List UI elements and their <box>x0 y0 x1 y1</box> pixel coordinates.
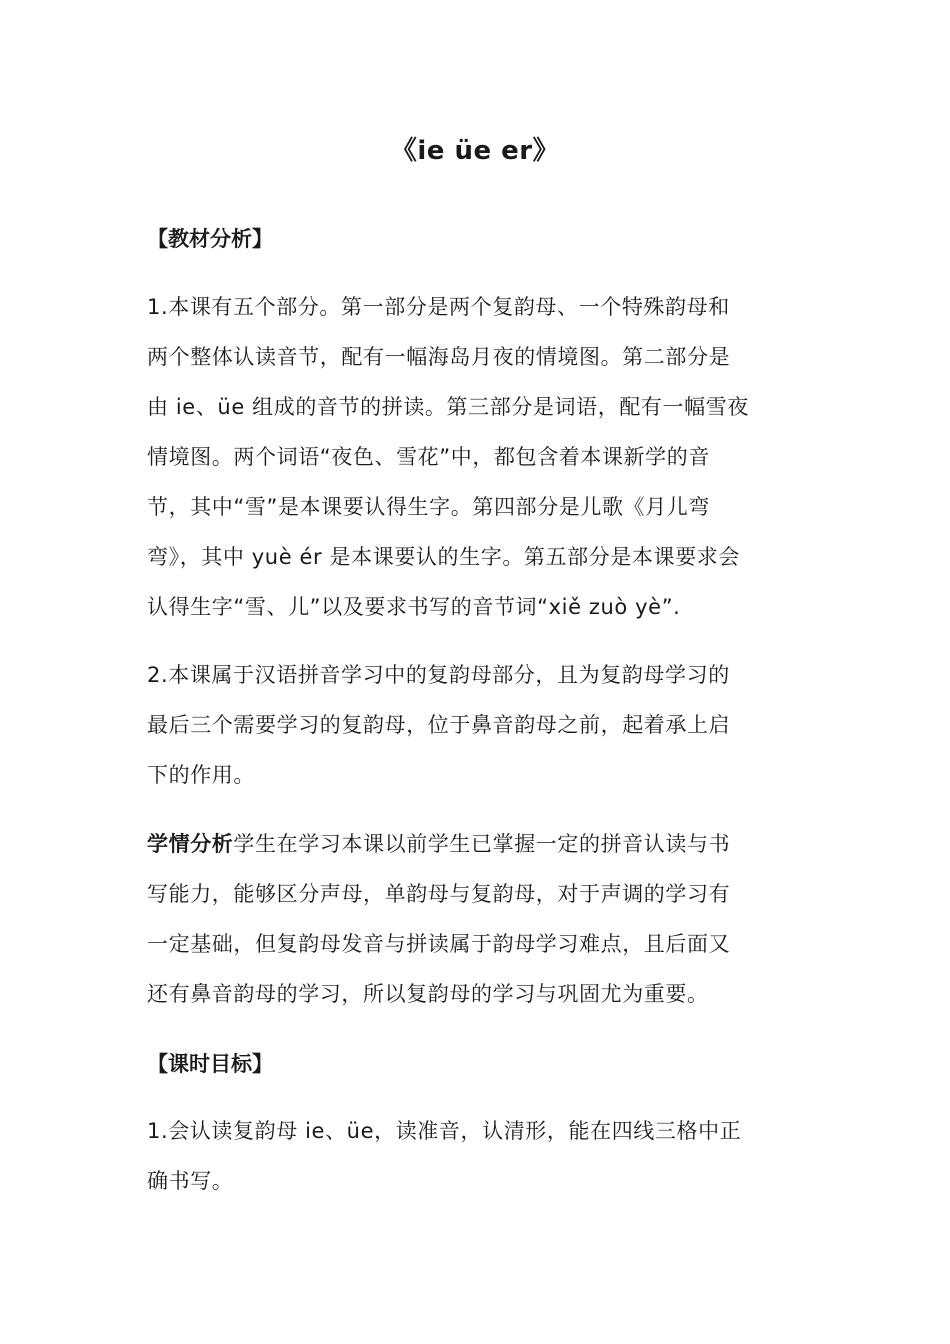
material-analysis-paragraph-2 <box>147 650 807 800</box>
paragraph-line: 弯》，其中 yuè ér 是本课要认的生字。第五部分是本课要求会 <box>147 545 740 569</box>
material-analysis-paragraph-1 <box>147 282 807 632</box>
paragraph-line: 节，其中“雪”是本课要认得生字。第四部分是儿歌《月儿弯 <box>147 495 710 519</box>
paragraph-line: 一定基础，但复韵母发音与拼读属于韵母学习难点，且后面又 <box>147 932 731 956</box>
document-title: 《ie üe er》 <box>390 136 560 166</box>
paragraph-line: 下的作用。 <box>147 763 255 787</box>
student-analysis-lead: 学情分析 <box>147 832 234 856</box>
paragraph-line: 写能力，能够区分声母，单韵母与复韵母，对于声调的学习有 <box>147 882 731 906</box>
paragraph-line: 1.本课有五个部分。第一部分是两个复韵母、一个特殊韵母和 <box>147 295 730 319</box>
objectives-paragraph-1 <box>147 1106 807 1206</box>
paragraph-line: 确书写。 <box>147 1169 234 1193</box>
paragraph-line: 2.本课属于汉语拼音学习中的复韵母部分，且为复韵母学习的 <box>147 663 730 687</box>
student-analysis-paragraph <box>147 819 807 1019</box>
section-heading-objectives: 【课时目标】 <box>147 1052 273 1076</box>
paragraph-line: 认得生字“雪、儿”以及要求书写的音节词“xiě zuò yè”. <box>147 595 681 619</box>
section-heading-material-analysis: 【教材分析】 <box>147 227 273 251</box>
student-analysis-first-line: 学生在学习本课以前学生已掌握一定的拼音认读与书 <box>233 832 731 856</box>
paragraph-line: 还有鼻音韵母的学习，所以复韵母的学习与巩固尤为重要。 <box>147 982 709 1006</box>
paragraph-line <box>147 819 807 869</box>
paragraph-line: 最后三个需要学习的复韵母，位于鼻音韵母之前，起着承上启 <box>147 713 731 737</box>
paragraph-line: 由 ie、üe 组成的音节的拼读。第三部分是词语，配有一幅雪夜 <box>147 395 749 419</box>
paragraph-line: 情境图。两个词语“夜色、雪花”中，都包含着本课新学的音 <box>147 445 710 469</box>
paragraph-line: 两个整体认读音节，配有一幅海岛月夜的情境图。第二部分是 <box>147 345 731 369</box>
paragraph-line: 1.会认读复韵母 ie、üe，读准音，认清形，能在四线三格中正 <box>147 1119 742 1143</box>
